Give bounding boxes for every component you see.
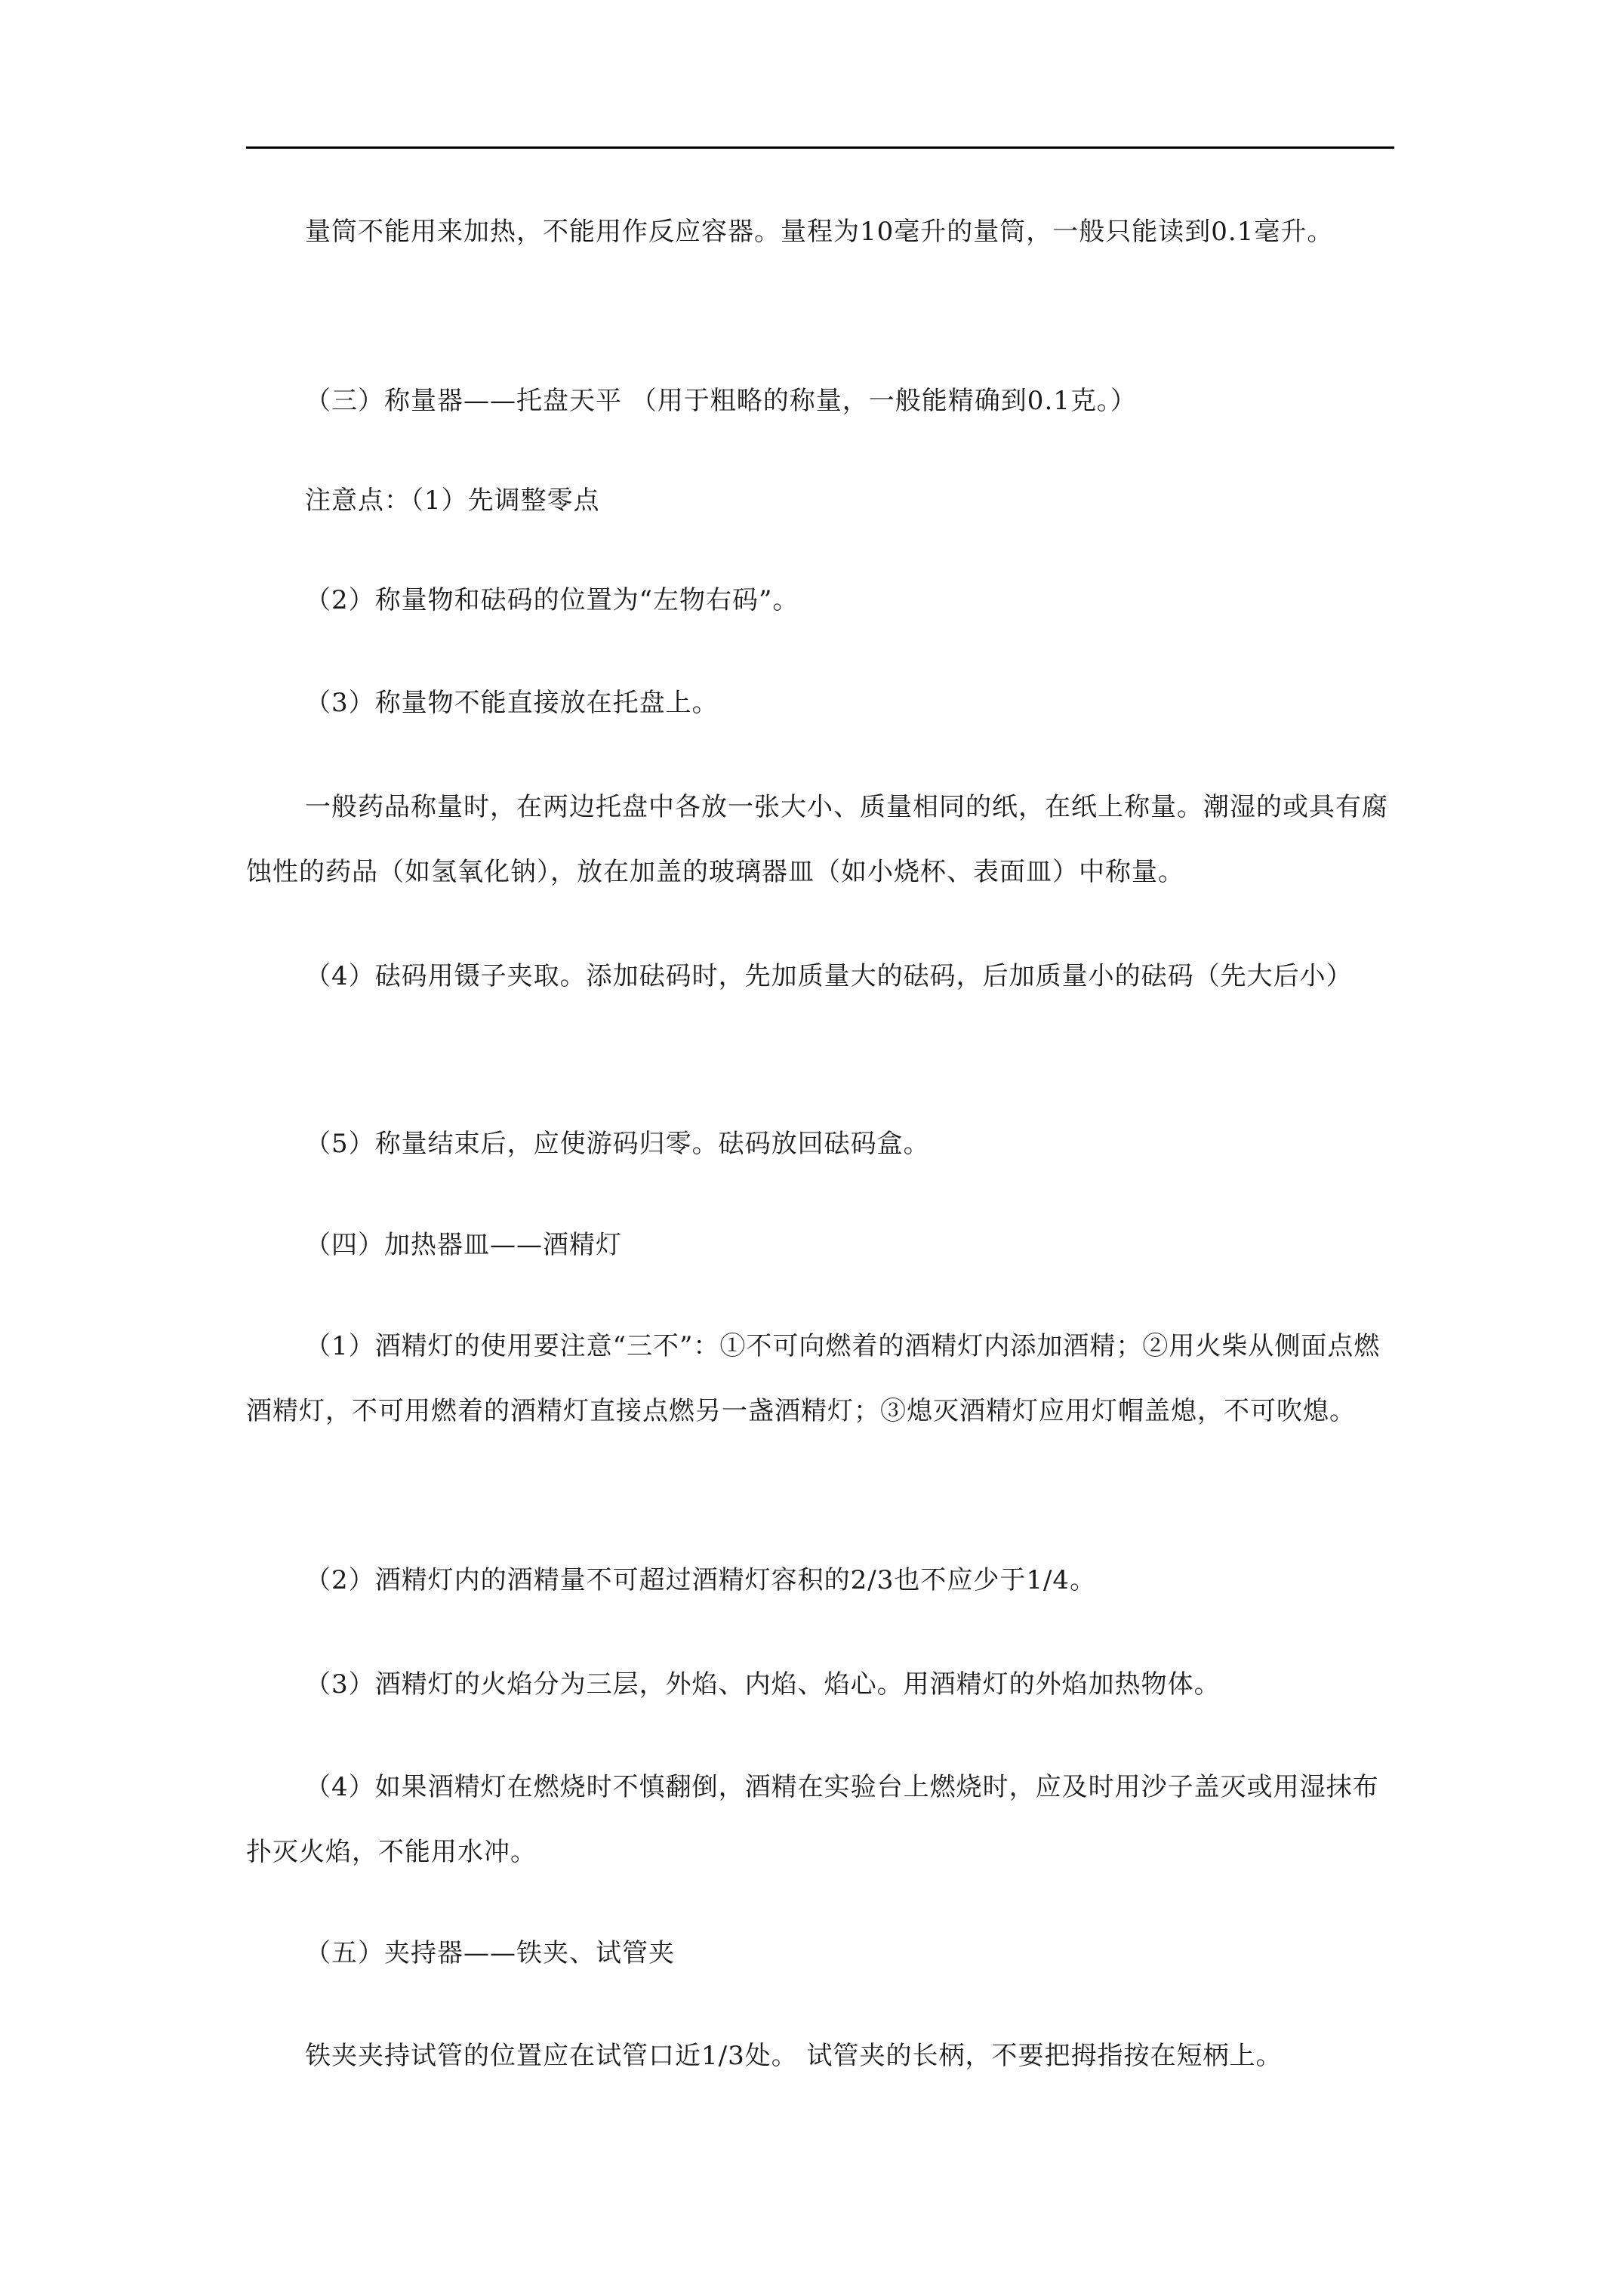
paragraph-no-direct-placement: （3）称量物不能直接放在托盘上。 (305, 688, 719, 718)
heading-clamps: （五）夹持器——铁夹、试管夹 (305, 1938, 675, 1968)
paragraph-graduated-cylinder: 量筒不能用来加热，不能用作反应容器。量程为10毫升的量筒，一般只能读到0.1毫升。 (305, 217, 1334, 247)
paragraph-clamp-position: 铁夹夹持试管的位置应在试管口近1/3处。 试管夹的长柄，不要把拇指按在短柄上。 (305, 2041, 1283, 2071)
heading-balance: （三）称量器——托盘天平 （用于粗略的称量，一般能精确到0.1克。） (305, 386, 1137, 416)
paragraph-tweezers: （4）砝码用镊子夹取。添加砝码时，先加质量大的砝码，后加质量小的砝码（先大后小） (305, 961, 1353, 991)
header-rule (246, 146, 1394, 149)
paragraph-fire-safety: （4）如果酒精灯在燃烧时不慎翻倒，酒精在实验台上燃烧时，应及时用沙子盖灭或用湿抹布扑灭火焰，不能用水冲。 (246, 1772, 1379, 1867)
paragraph-reset-rider: （5）称量结束后，应使游码归零。砝码放回砝码盒。 (305, 1129, 930, 1159)
paragraph-left-object-right-weight: （2）称量物和砝码的位置为“左物右码”。 (305, 585, 799, 615)
paragraph-weighing-paper: 一般药品称量时，在两边托盘中各放一张大小、质量相同的纸，在纸上称量。潮湿的或具有腐蚀性的药品（如氢氧化钠），放在加盖的玻璃器皿（如小烧杯、表面皿）中称量。 (246, 792, 1388, 887)
paragraph-three-nots: （1）酒精灯的使用要注意“三不”：①不可向燃着的酒精灯内添加酒精；②用火柴从侧面点燃酒精灯，不可用燃着的酒精灯直接点燃另一盏酒精灯；③熄灭酒精灯应用灯帽盖熄，不可吹熄。 (246, 1331, 1381, 1426)
heading-alcohol-lamp: （四）加热器皿——酒精灯 (305, 1230, 622, 1260)
paragraph-alcohol-volume: （2）酒精灯内的酒精量不可超过酒精灯容积的2/3也不应少于1/4。 (305, 1565, 1097, 1595)
paragraph-flame-layers: （3）酒精灯的火焰分为三层，外焰、内焰、焰心。用酒精灯的外焰加热物体。 (305, 1669, 1221, 1700)
paragraph-note-zero: 注意点：（1）先调整零点 (305, 485, 600, 516)
